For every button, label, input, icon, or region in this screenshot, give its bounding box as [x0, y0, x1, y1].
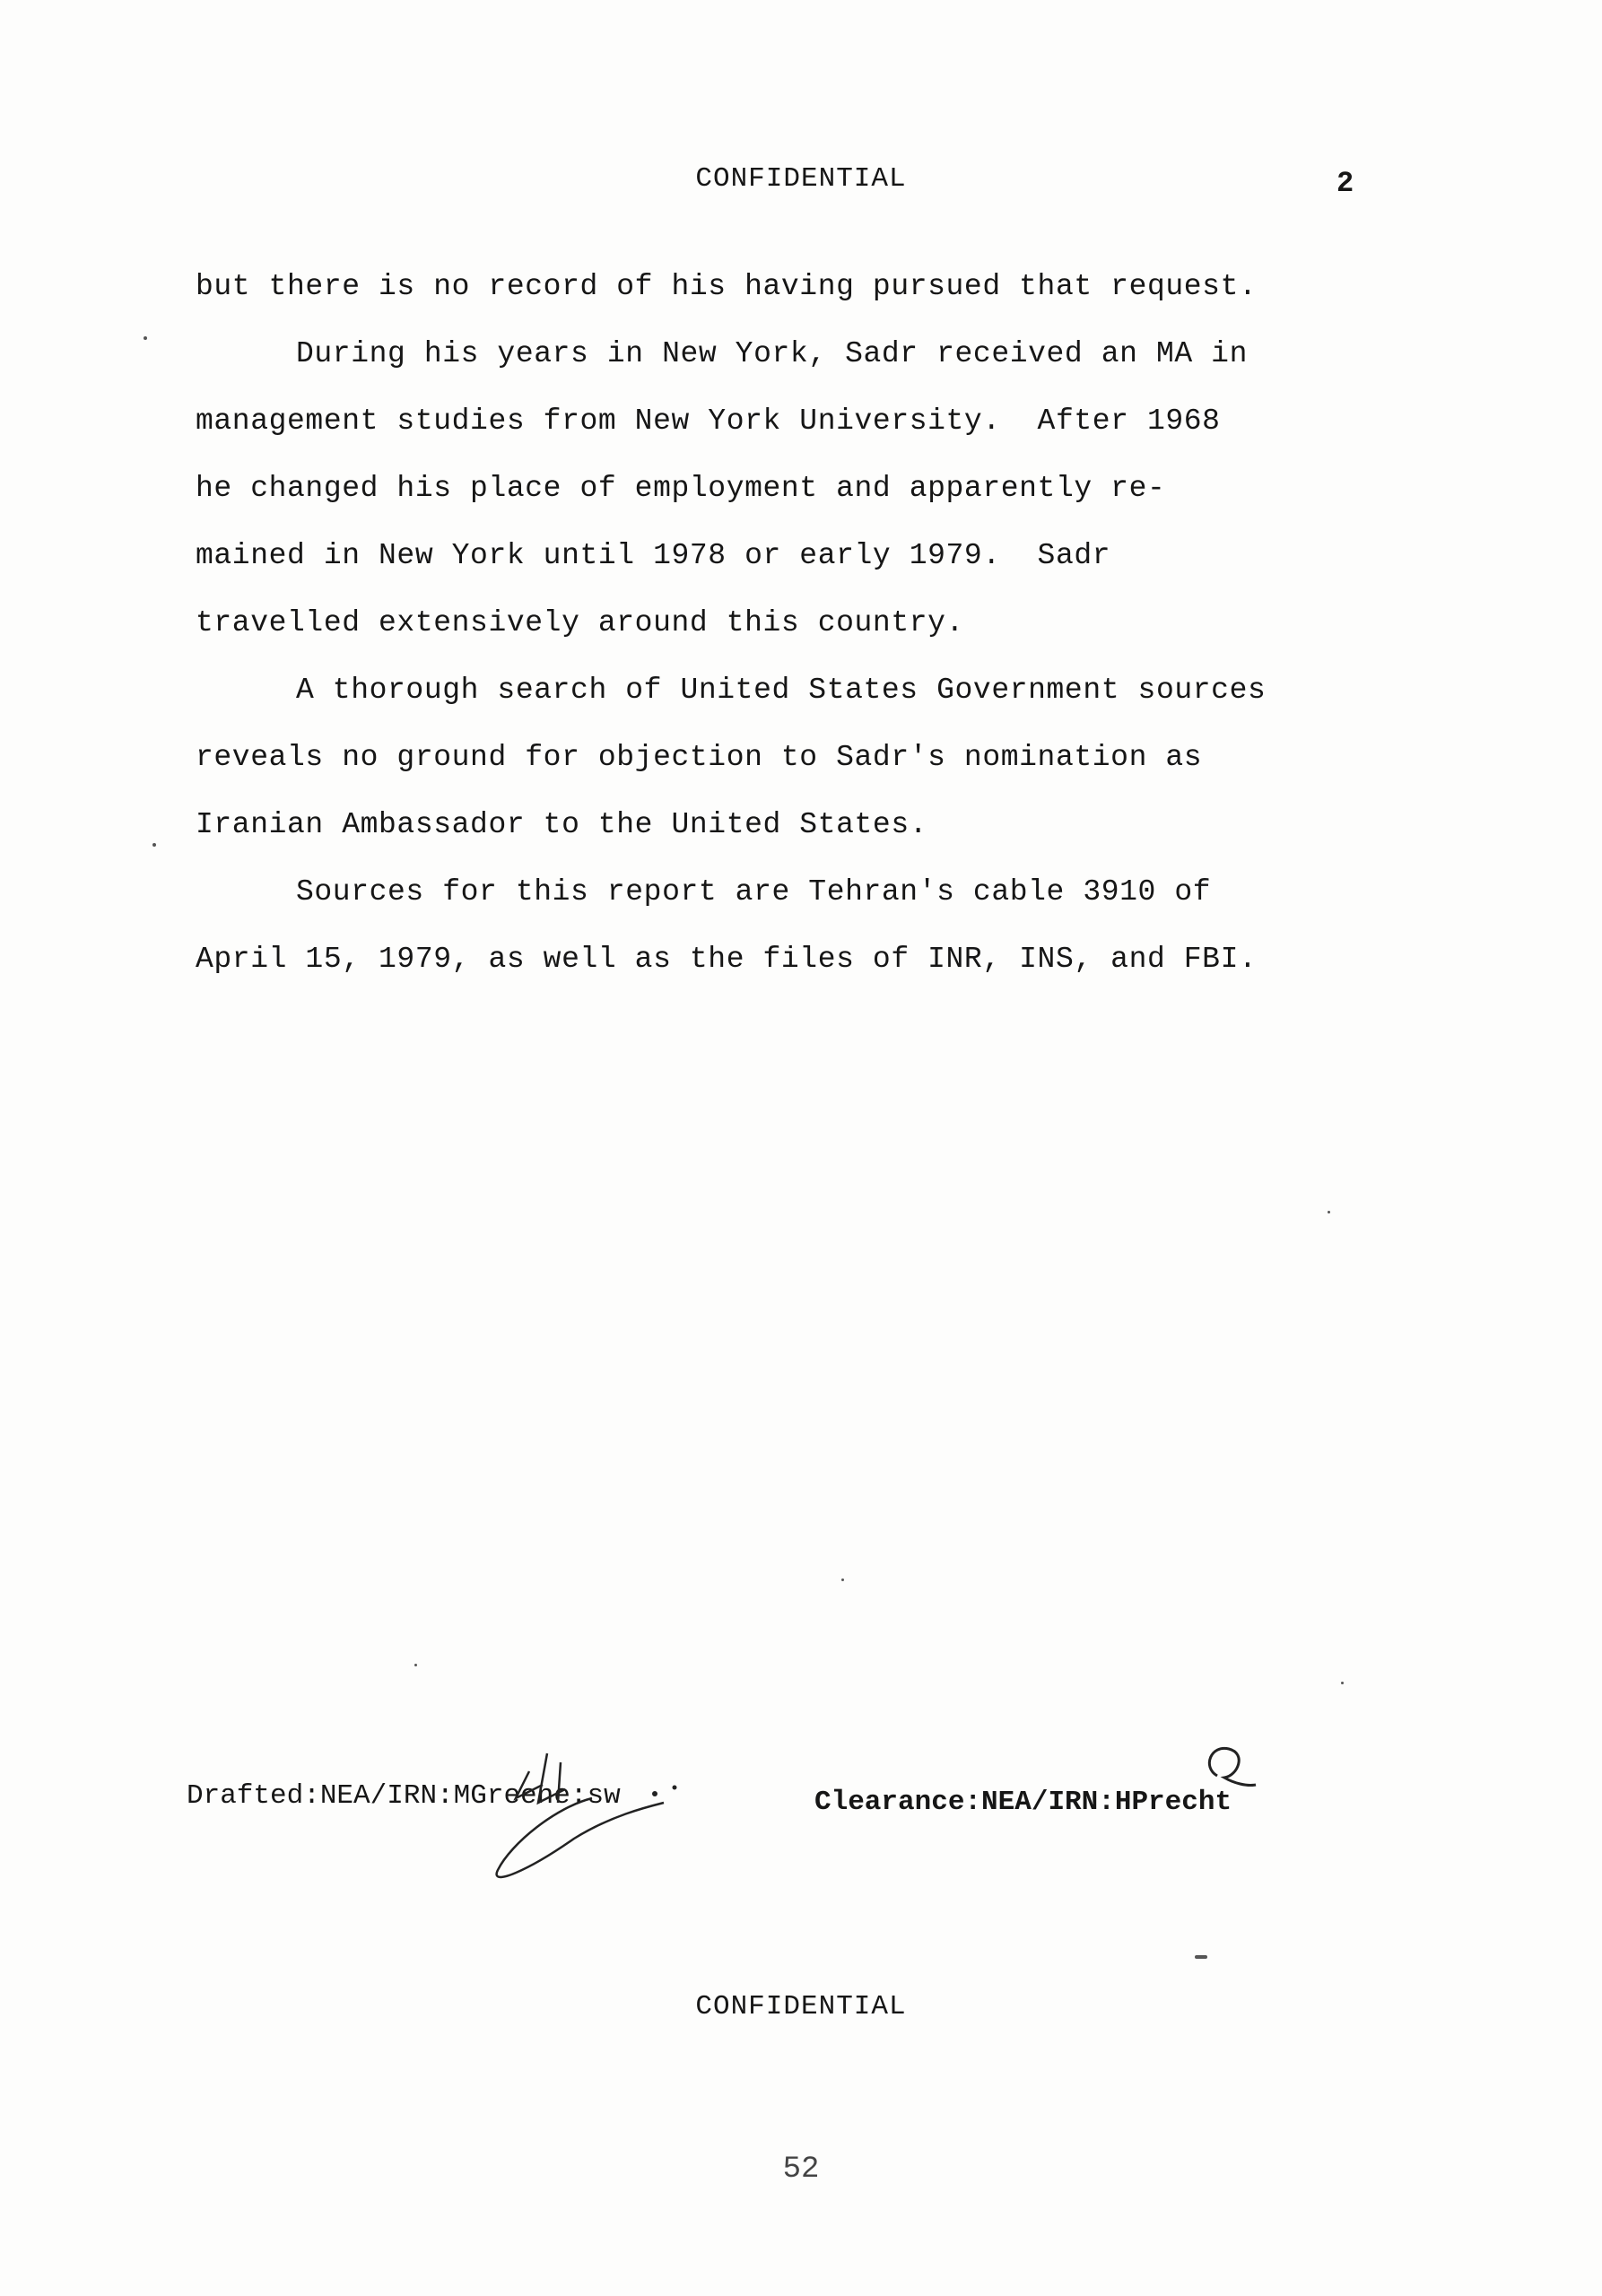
body-line: management studies from New York University. After 1968	[196, 404, 1221, 438]
body-line: mained in New York until 1978 or early 1979. Sadr	[196, 539, 1111, 572]
body-text	[196, 253, 1397, 993]
scan-speck	[152, 843, 156, 847]
scan-speck	[144, 336, 147, 340]
body-line: Iranian Ambassador to the United States.	[196, 808, 928, 841]
handwritten-initial-mark	[1197, 1740, 1260, 1803]
clearance-line: Clearance:NEA/IRN:HPrecht	[814, 1787, 1232, 1818]
scan-speck	[1195, 1955, 1207, 1959]
body-line: travelled extensively around this country.	[196, 606, 964, 639]
body-line: he changed his place of employment and apparently re-	[196, 472, 1166, 505]
body-line: but there is no record of his having pursued that request.	[196, 270, 1258, 303]
page-number: 2	[1336, 167, 1354, 200]
header-classification: CONFIDENTIAL	[695, 163, 907, 195]
drafted-line: Drafted:NEA/IRN:MGreene:sw	[187, 1780, 621, 1812]
scan-speck	[1341, 1682, 1344, 1684]
body-line: reveals no ground for objection to Sadr's nomination as	[196, 741, 1203, 774]
body-line: During his years in New York, Sadr received an MA in	[296, 337, 1248, 370]
scan-speck	[841, 1578, 844, 1581]
body-line: Sources for this report are Tehran's cable 3910 of	[296, 875, 1212, 909]
document-stamp-number: 52	[782, 2152, 820, 2187]
body-line: April 15, 1979, as well as the files of INR, INS, and FBI.	[196, 943, 1258, 976]
footer-classification: CONFIDENTIAL	[695, 1991, 907, 2022]
scan-speck	[1328, 1211, 1330, 1213]
handwritten-initials-signature	[475, 1735, 682, 1879]
scan-speck	[414, 1664, 417, 1666]
body-line: A thorough search of United States Government sources	[296, 674, 1267, 707]
